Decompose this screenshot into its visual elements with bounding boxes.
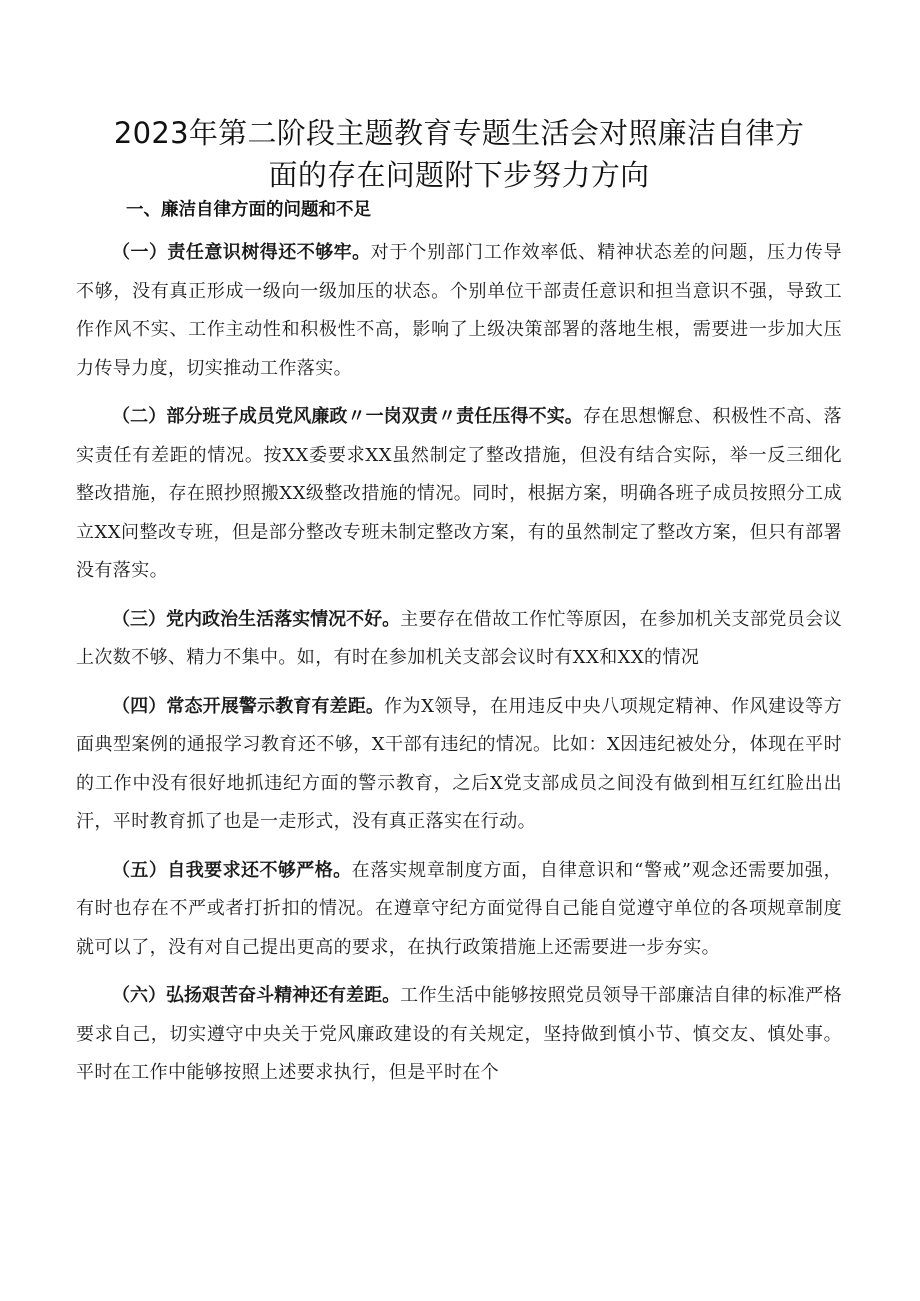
title-line-2: 面的存在问题附下步努力方向 bbox=[268, 158, 650, 192]
paragraph-4 bbox=[76, 688, 842, 842]
paragraph-body: 作为X领导，在用违反中央八项规定精神、作风建设等方面典型案例的通报学习教育还不够，X干部有违纪的情况。比如：X因违纪被处分，体现在平时的工作中没有很好地抓违纪方面的警示教育，之后X党支部成员之间没有做到相互红红脸出出汗，平时教育抓了也是一走形式，没有真正落实在行动。 bbox=[76, 695, 843, 832]
paragraph-body: 工作生活中能够按照党员领导干部廉洁自律的标准严格要求自己，切实遵守中央关于党风廉政建设的有关规定，坚持做到慎小节、慎交友、慎处事。平时在工作中能够按照上述要求执行，但是平时在个 bbox=[76, 985, 842, 1083]
paragraph-body: 主要存在借故工作忙等原因，在参加机关支部党员会议上次数不够、精力不集中。如，有时在参加机关支部会议时有XX和XX的情况 bbox=[76, 608, 842, 668]
paragraph-lead: （一）责任意识树得还不够牢。 bbox=[112, 242, 371, 263]
paragraph-lead: （二）部分班子成员党风廉政〃一岗双责〃责任压得不实。 bbox=[112, 406, 583, 427]
paragraph-5 bbox=[76, 852, 842, 968]
paragraph-body: 在落实规章制度方面，自律意识和“警戒”观念还需要加强，有时也存在不严或者打折扣的情况。在遵章守纪方面觉得自己能自觉遵守单位的各项规章制度就可以了，没有对自己提出更高的要求，在执行政策措施上还需要进一步夯实。 bbox=[76, 859, 843, 958]
paragraph-lead: （五）自我要求还不够严格。 bbox=[112, 859, 352, 881]
paragraph-lead: （六）弘扬艰苦奋斗精神还有差距。 bbox=[112, 985, 401, 1006]
paragraph-2 bbox=[76, 398, 842, 591]
paragraph-6 bbox=[76, 977, 842, 1093]
section-heading: 一、廉洁自律方面的问题和不足 bbox=[126, 200, 371, 220]
title-line-1: 2023年第二阶段主题教育专题生活会对照廉洁自律方 bbox=[113, 116, 805, 150]
document-title bbox=[76, 112, 842, 196]
paragraph-body: 存在思想懈怠、积极性不高、落实责任有差距的情况。按XX委要求XX虽然制定了整改措施，但没有结合实际，举一反三细化整改措施，存在照抄照搬XX级整改措施的情况。同时，根据方案，明确各班子成员按照分工成立XX问整改专班，但是部分整改专班未制定整改方案，有的虽然制定了整改方案，但只有部署没有落实。 bbox=[76, 406, 842, 581]
paragraph-lead: （四）常态开展警示教育有差距。 bbox=[112, 695, 384, 717]
paragraph-body: 对于个别部门工作效率低、精神状态差的问题，压力传导不够，没有真正形成一级向一级加压的状态。个别单位干部责任意识和担当意识不强，导致工作作风不实、工作主动性和积极性不高，影响了上级决策部署的落地生根，需要进一步加大压力传导力度，切实推动工作落实。 bbox=[76, 242, 843, 379]
paragraph-3 bbox=[76, 601, 842, 678]
paragraph-lead: （三）党内政治生活落实情况不好。 bbox=[112, 608, 401, 630]
paragraph-1 bbox=[76, 234, 842, 388]
